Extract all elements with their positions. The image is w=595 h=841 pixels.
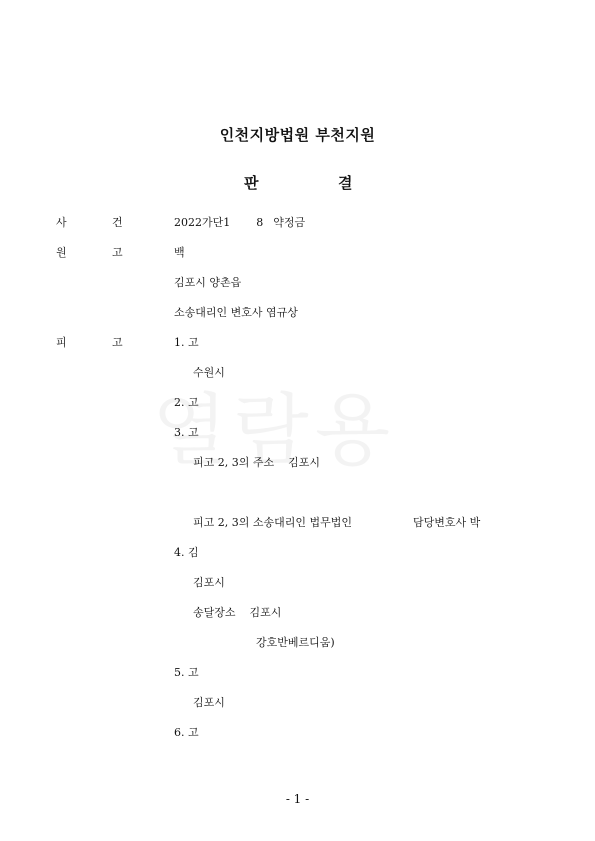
case-name: 약정금	[273, 216, 306, 229]
plaintiff-label-a: 원	[56, 246, 67, 259]
defendant-4-service-group	[193, 606, 281, 620]
case-number-group	[174, 216, 305, 230]
defendant-4-service-detail: 강호반베르디움)	[256, 636, 335, 649]
court-name: 인천지방법원 부천지원	[219, 126, 376, 144]
defendant-23-address-group	[193, 456, 320, 470]
plaintiff-attorney: 소송대리인 변호사 염규상	[174, 306, 298, 319]
defendant-4-service-label: 송달장소	[193, 606, 236, 619]
defendant-1: 1. 고	[174, 336, 199, 349]
defendant-23-counsel-lawyer: 담당변호사 박	[413, 516, 481, 529]
plaintiff-address: 김포시 양촌읍	[174, 276, 242, 289]
defendant-4-service-value: 김포시	[249, 606, 282, 619]
defendant-2: 2. 고	[174, 396, 199, 409]
defendant-3: 3. 고	[174, 426, 199, 439]
case-label-b: 건	[112, 216, 123, 229]
document-title-right: 결	[338, 174, 353, 192]
plaintiff-name: 백	[174, 246, 185, 259]
defendant-label-a: 피	[56, 336, 67, 349]
defendant-5: 5. 고	[174, 666, 199, 679]
case-number-tail: 8	[256, 216, 264, 229]
document-title-left: 판	[244, 174, 259, 192]
defendant-6: 6. 고	[174, 726, 199, 739]
defendant-23-counsel: 피고 2, 3의 소송대리인 법무법인	[193, 516, 352, 529]
defendant-4: 4. 김	[174, 546, 199, 559]
case-number: 2022가단1	[174, 216, 231, 229]
defendant-4-address: 김포시	[193, 576, 225, 589]
defendant-label-b: 고	[112, 336, 123, 349]
plaintiff-label-b: 고	[112, 246, 123, 259]
defendant-23-address-value: 김포시	[288, 456, 321, 469]
defendant-5-address: 김포시	[193, 696, 225, 709]
case-label-a: 사	[56, 216, 67, 229]
defendant-1-address: 수원시	[193, 366, 225, 379]
page-number: - 1 -	[285, 792, 310, 806]
defendant-23-address-label: 피고 2, 3의 주소	[193, 456, 275, 469]
